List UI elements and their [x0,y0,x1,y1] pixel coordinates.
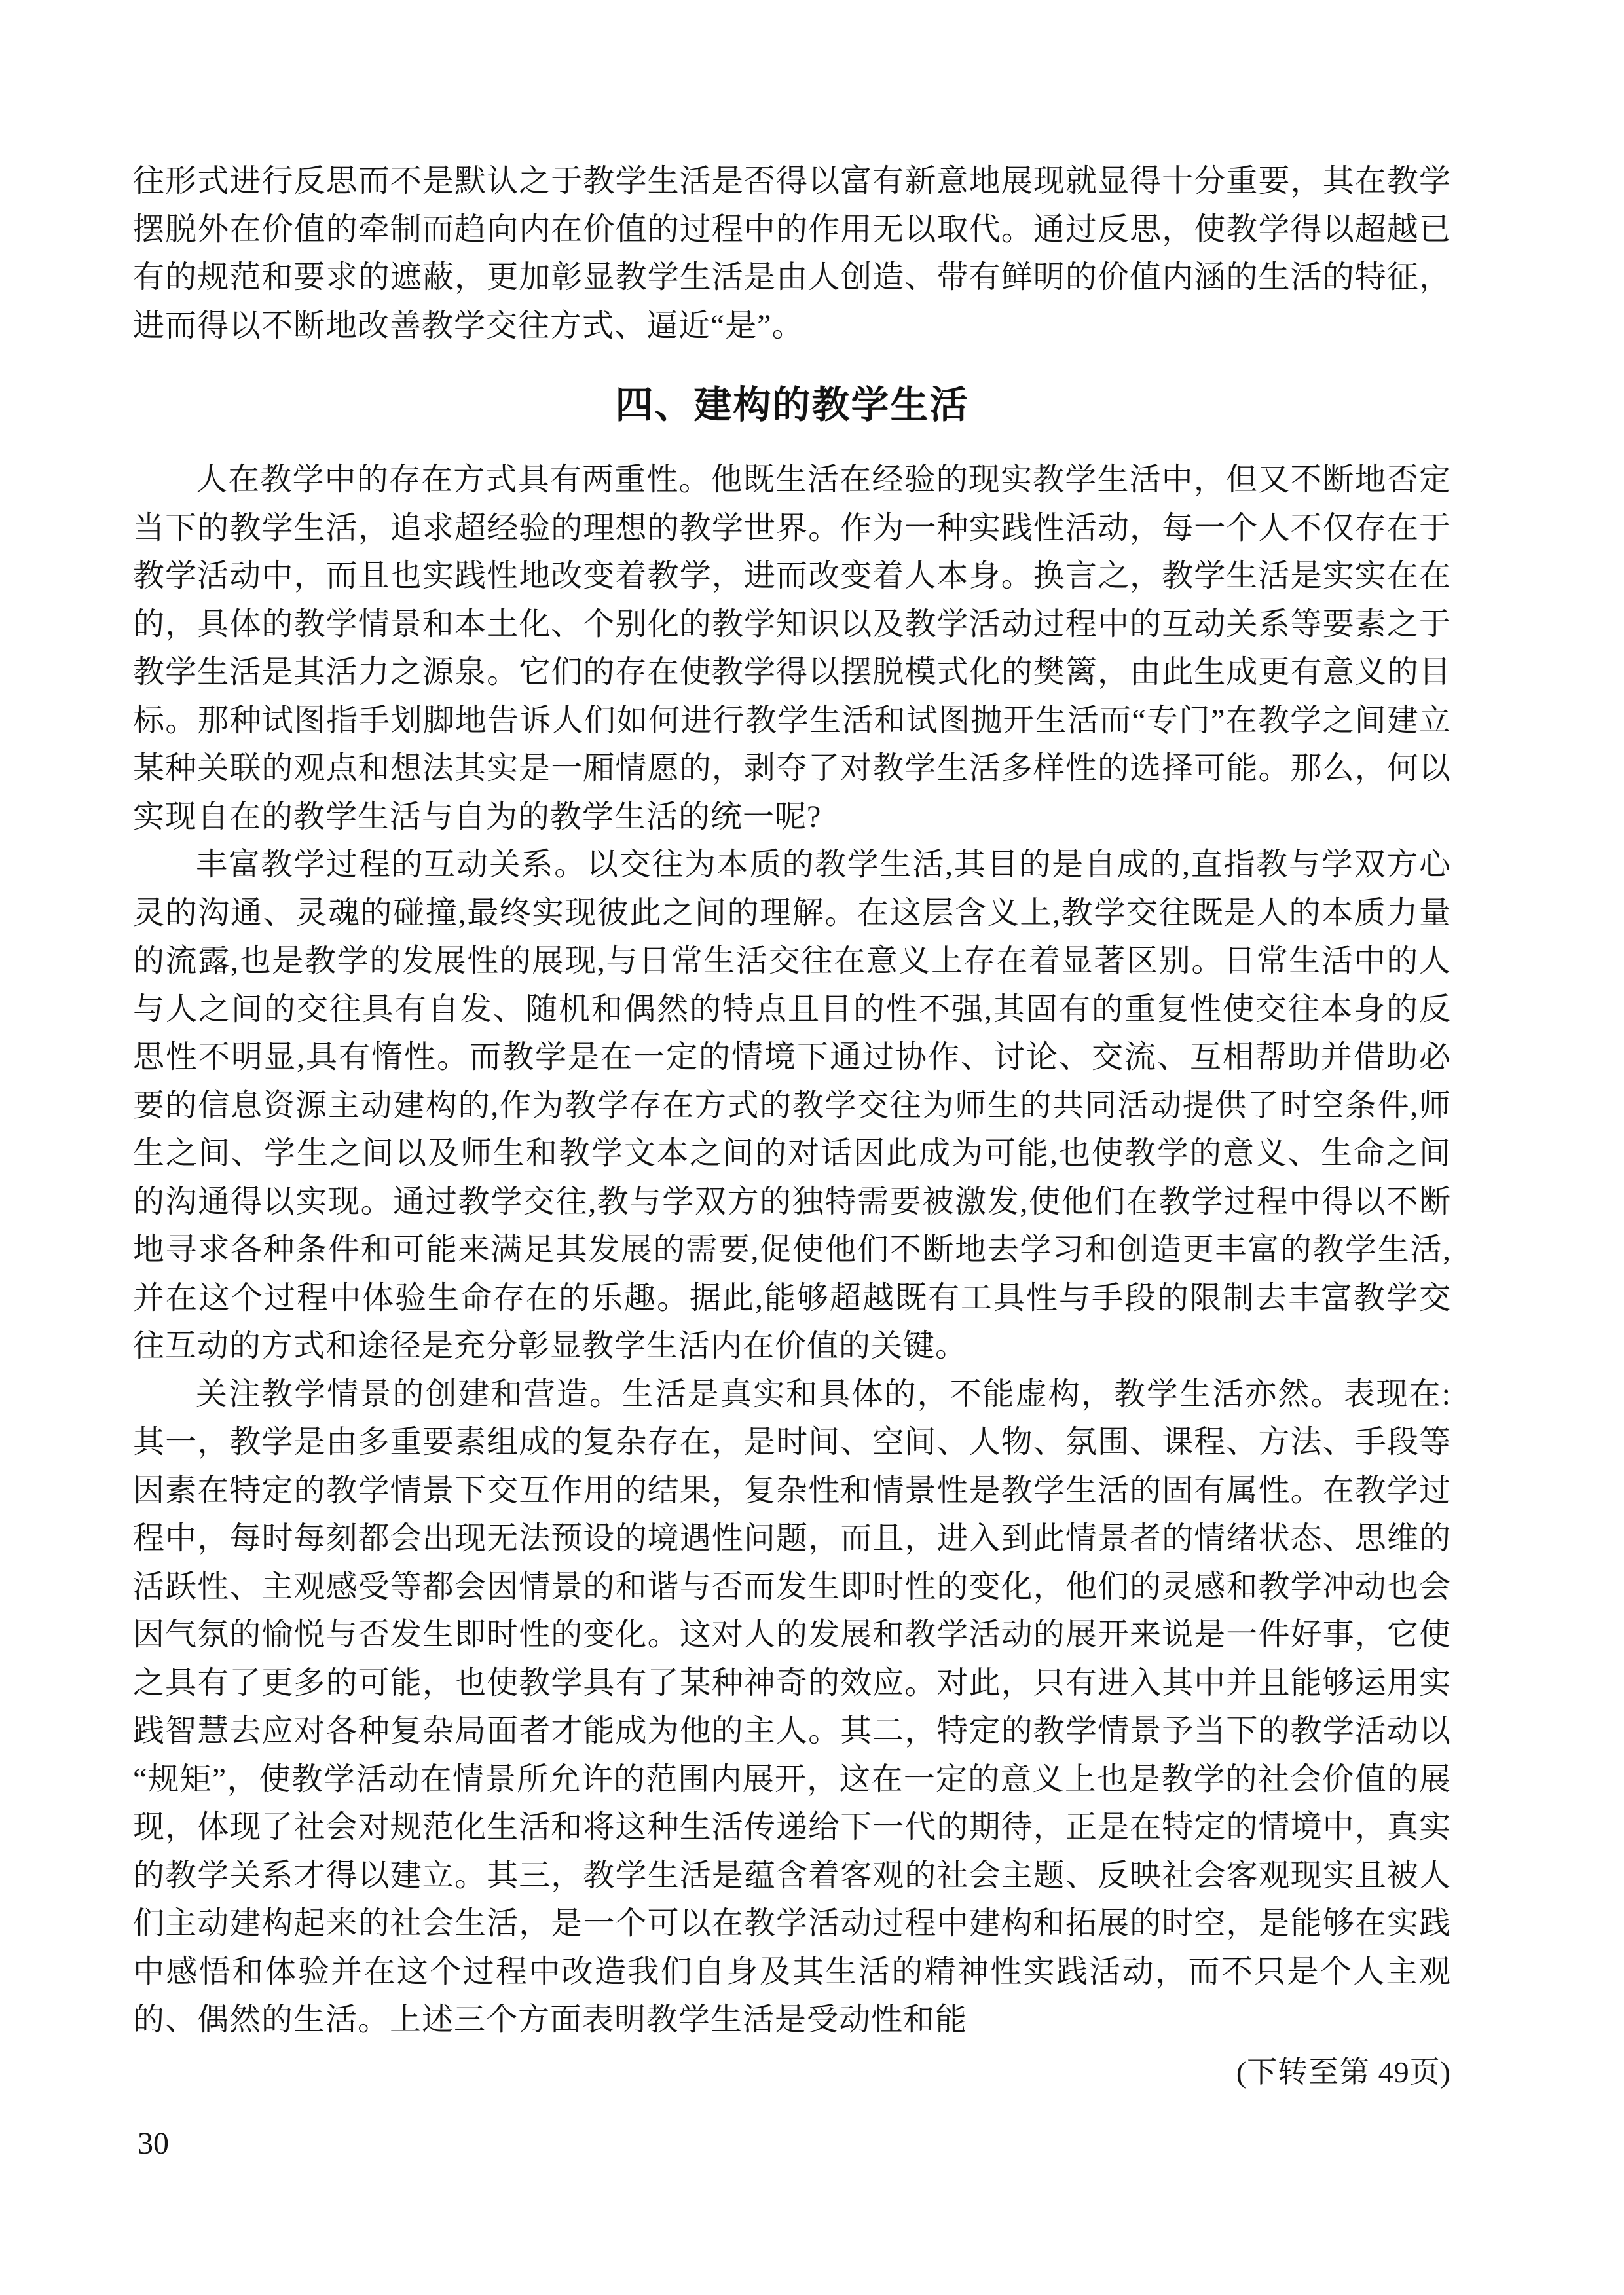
section-paragraph-2: 丰富教学过程的互动关系。以交往为本质的教学生活,其目的是自成的,直指教与学双方心灵的沟通、灵魂的碰撞,最终实现彼此之间的理解。在这层含义上,教学交往既是人的本质力量的流露,也是教学的发展性的展现,与日常生活交往在意义上存在着显著区别。日常生活中的人与人之间的交往具有自发、随机和偶然的特点且目的性不强,其固有的重复性使交往本身的反思性不明显,具有惰性。而教学是在一定的情境下通过协作、讨论、交流、互相帮助并借助必要的信息资源主动建构的,作为教学存在方式的教学交往为师生的共同活动提供了时空条件,师生之间、学生之间以及师生和教学文本之间的对话因此成为可能,也使教学的意义、生命之间的沟通得以实现。通过教学交往,教与学双方的独特需要被激发,使他们在教学过程中得以不断地寻求各种条件和可能来满足其发展的需要,促使他们不断地去学习和创造更丰富的教学生活,并在这个过程中体验生命存在的乐趣。据此,能够超越既有工具性与手段的限制去丰富教学交往互动的方式和途径是充分彰显教学生活内在价值的关键。 [133,847,1451,1363]
text-block [133,157,1451,2096]
continuation-note: (下转至第 49页) [1236,2055,1451,2089]
section-heading: 四、建构的教学生活 [615,384,969,426]
page-number: 30 [138,2126,169,2161]
section-paragraph-1: 人在教学中的存在方式具有两重性。他既生活在经验的现实教学生活中，但又不断地否定当下的教学生活，追求超经验的理想的教学世界。作为一种实践性活动，每一个人不仅存在于教学活动中，而且也实践性地改变着教学，进而改变着人本身。换言之，教学生活是实实在在的，具体的教学情景和本土化、个别化的教学知识以及教学活动过程中的互动关系等要素之于教学生活是其活力之源泉。它们的存在使教学得以摆脱模式化的樊篱，由此生成更有意义的目标。那种试图指手划脚地告诉人们如何进行教学生活和试图抛开生活而“专门”在教学之间建立某种关联的观点和想法其实是一厢情愿的，剥夺了对教学生活多样性的选择可能。那么，何以实现自在的教学生活与自为的教学生活的统一呢? [133,462,1451,834]
intro-paragraph: 往形式进行反思而不是默认之于教学生活是否得以富有新意地展现就显得十分重要，其在教学摆脱外在价值的牵制而趋向内在价值的过程中的作用无以取代。通过反思，使教学得以超越已有的规范和要求的遮蔽，更加彰显教学生活是由人创造、带有鲜明的价值内涵的生活的特征，进而得以不断地改善教学交往方式、逼近“是”。 [133,164,1451,343]
section-paragraph-3: 关注教学情景的创建和营造。生活是真实和具体的，不能虚构，教学生活亦然。表现在: 其一，教学是由多重要素组成的复杂存在，是时间、空间、人物、氛围、课程、方法、手段等因素在特定的教学情景下交互作用的结果，复杂性和情景性是教学生活的固有属性。在教学过程中，每时每刻都会出现无法预设的境遇性问题，而且，进入到此情景者的情绪状态、思维的活跃性、主观感受等都会因情景的和谐与否而发生即时性的变化，他们的灵感和教学冲动也会因气氛的愉悦与否发生即时性的变化。这对人的发展和教学活动的展开来说是一件好事，它使之具有了更多的可能，也使教学具有了某种神奇的效应。对此，只有进入其中并且能够运用实践智慧去应对各种复杂局面者才能成为他的主人。其二，特定的教学情景予当下的教学活动以“规矩”，使教学活动在情景所允许的范围内展开，这在一定的意义上也是教学的社会价值的展现，体现了社会对规范化生活和将这种生活传递给下一代的期待，正是在特定的情境中，真实的教学关系才得以建立。其三，教学生活是蕴含着客观的社会主题、反映社会客观现实且被人们主动建构起来的社会生活，是一个可以在教学活动过程中建构和拓展的时空，是能够在实践中感悟和体验并在这个过程中改造我们自身及其生活的精神性实践活动，而不只是个人主观的、偶然的生活。上述三个方面表明教学生活是受动性和能 [133,1376,1451,2037]
